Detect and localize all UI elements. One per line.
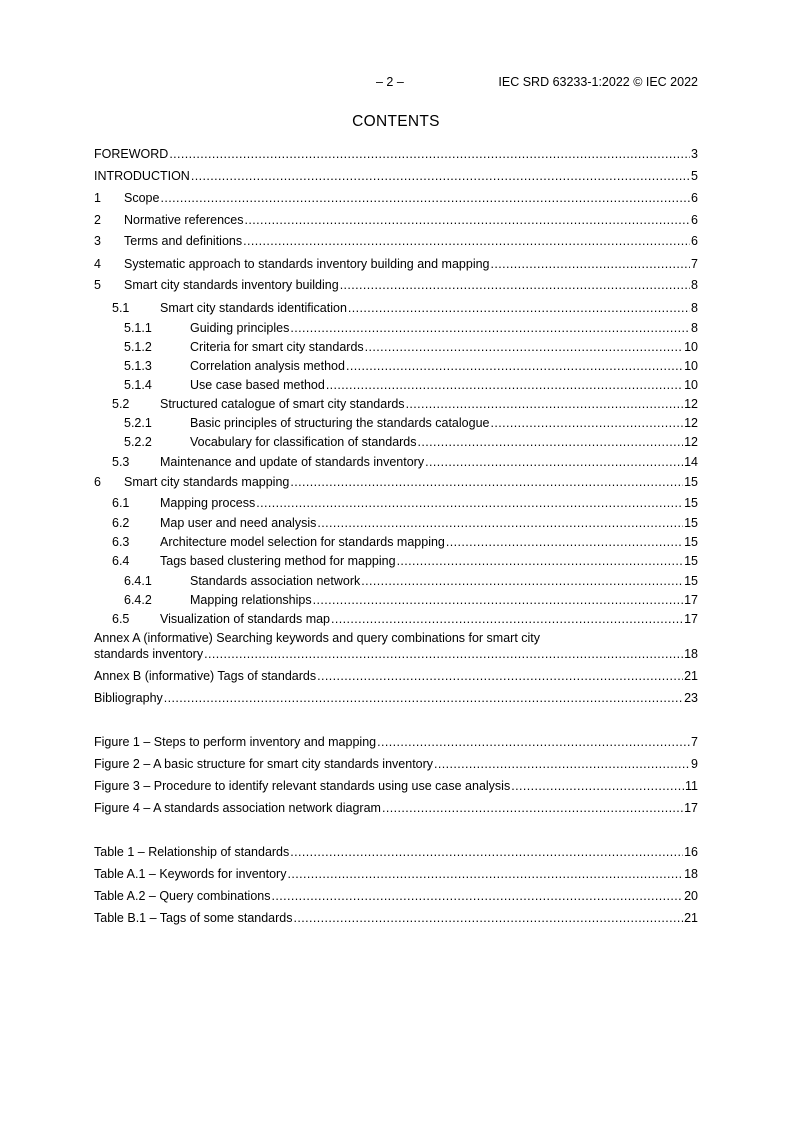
- toc-entry-title: Mapping process: [160, 496, 256, 510]
- leader-dots: [287, 866, 683, 883]
- toc-entry[interactable]: [94, 320, 698, 337]
- toc-entry-title: Vocabulary for classification of standards: [190, 435, 417, 449]
- leader-dots: [348, 300, 690, 317]
- leader-dots: [346, 358, 683, 375]
- leader-dots: [290, 320, 690, 337]
- toc-entry-number: 6.1: [112, 496, 130, 510]
- toc-entry-title: Mapping relationships: [190, 593, 312, 607]
- toc-entry-title: Table A.1 – Keywords for inventory: [94, 867, 287, 881]
- leader-dots: [313, 592, 683, 609]
- leader-dots: [317, 515, 683, 532]
- table-entry[interactable]: [94, 888, 698, 905]
- toc-entry-title: Smart city standards identification: [160, 301, 347, 315]
- toc-entry-title: Table A.2 – Query combinations: [94, 889, 271, 903]
- toc-entry[interactable]: [94, 300, 698, 317]
- toc-entry-number: 3: [94, 234, 101, 248]
- toc-entry-page: 18: [684, 647, 698, 661]
- toc-entry-page: 8: [691, 278, 698, 292]
- toc-entry-page: 17: [684, 801, 698, 815]
- toc-entry-number: 6.4.2: [124, 593, 152, 607]
- toc-entry-title: Map user and need analysis: [160, 516, 317, 530]
- toc-entry-page: 18: [684, 867, 698, 881]
- toc-entry-title: Table B.1 – Tags of some standards: [94, 911, 293, 925]
- toc-entry[interactable]: [94, 474, 698, 491]
- toc-entry[interactable]: [94, 573, 698, 590]
- toc-entry-page: 8: [691, 301, 698, 315]
- leader-dots: [204, 646, 683, 663]
- toc-entry-title: Maintenance and update of standards inventory: [160, 455, 425, 469]
- toc-entry-number: 5.2.2: [124, 435, 152, 449]
- toc-entry-page: 7: [691, 257, 698, 271]
- toc-entry-title: Smart city standards mapping: [124, 475, 290, 489]
- toc-entry-title: Smart city standards inventory building: [124, 278, 339, 292]
- toc-entry[interactable]: [94, 168, 698, 185]
- toc-entry-page: 15: [684, 475, 698, 489]
- toc-entry[interactable]: [94, 396, 698, 413]
- leader-dots: [382, 800, 683, 817]
- toc-entry[interactable]: [94, 358, 698, 375]
- table-entry[interactable]: [94, 844, 698, 861]
- leader-dots: [361, 573, 683, 590]
- toc-entry-page: 10: [684, 340, 698, 354]
- toc-entry-title: Criteria for smart city standards: [190, 340, 364, 354]
- toc-entry-page: 17: [684, 593, 698, 607]
- leader-dots: [446, 534, 683, 551]
- leader-dots: [377, 734, 690, 751]
- table-entry[interactable]: [94, 866, 698, 883]
- leader-dots: [340, 277, 690, 294]
- toc-entry-page: 3: [691, 147, 698, 161]
- leader-dots: [511, 778, 684, 795]
- leader-dots: [326, 377, 683, 394]
- toc-entry-number: 6.4.1: [124, 574, 152, 588]
- toc-entry-page: 11: [685, 779, 698, 793]
- toc-entry-title: Figure 1 – Steps to perform inventory and mapping: [94, 735, 377, 749]
- toc-entry[interactable]: [94, 277, 698, 294]
- toc-entry-title: Figure 3 – Procedure to identify relevant standards using use case analysis: [94, 779, 511, 793]
- toc-entry-number: 5.1.2: [124, 340, 152, 354]
- toc-entry-title: Structured catalogue of smart city standards: [160, 397, 405, 411]
- toc-entry-title: Annex B (informative) Tags of standards: [94, 669, 317, 683]
- toc-entry[interactable]: [94, 495, 698, 512]
- leader-dots: [290, 844, 683, 861]
- figure-entry[interactable]: [94, 734, 698, 751]
- toc-entry-page: 15: [684, 535, 698, 549]
- toc-entry-page: 23: [684, 691, 698, 705]
- toc-entry-page: 9: [691, 757, 698, 771]
- toc-entry-number: 6.4: [112, 554, 130, 568]
- toc-entry[interactable]: [94, 233, 698, 250]
- leader-dots: [243, 233, 690, 250]
- toc-entry-number: 5.1.1: [124, 321, 152, 335]
- toc-entry-page: 15: [684, 574, 698, 588]
- toc-entry-number: 5.1.3: [124, 359, 152, 373]
- toc-entry-page: 15: [684, 516, 698, 530]
- toc-entry-title: Normative references: [124, 213, 244, 227]
- leader-dots: [365, 339, 683, 356]
- leader-dots: [272, 888, 684, 905]
- annex-a-title[interactable]: Annex A (informative) Searching keywords and query combinations for smart city: [94, 631, 541, 645]
- toc-entry[interactable]: [94, 454, 698, 471]
- toc-entry-page: 16: [684, 845, 698, 859]
- toc-entry-title: Tags based clustering method for mapping: [160, 554, 396, 568]
- toc-entry-page: 5: [691, 169, 698, 183]
- leader-dots: [490, 415, 683, 432]
- toc-entry-page: 6: [691, 191, 698, 205]
- toc-entry-page: 10: [684, 359, 698, 373]
- toc-entry-page: 6: [691, 234, 698, 248]
- toc-entry-page: 8: [691, 321, 698, 335]
- toc-entry[interactable]: [94, 190, 698, 207]
- toc-entry[interactable]: [94, 146, 698, 163]
- leader-dots: [406, 396, 684, 413]
- toc-entry[interactable]: [94, 434, 698, 451]
- figure-entry[interactable]: [94, 778, 698, 795]
- toc-entry-title: Figure 2 – A basic structure for smart city standards inventory: [94, 757, 434, 771]
- toc-entry-title: Bibliography: [94, 691, 163, 705]
- toc-entry-title: Figure 4 – A standards association network diagram: [94, 801, 381, 815]
- toc-entry[interactable]: [94, 592, 698, 609]
- leader-dots: [434, 756, 690, 773]
- leader-dots: [397, 553, 684, 570]
- toc-entry-title: Visualization of standards map: [160, 612, 331, 626]
- toc-entry-title: Correlation analysis method: [190, 359, 345, 373]
- toc-entry-page: 12: [684, 435, 698, 449]
- toc-entry-title: standards inventory: [94, 647, 204, 661]
- toc-entry-page: 12: [684, 416, 698, 430]
- toc-entry-number: 5.1: [112, 301, 130, 315]
- toc-entry-page: 17: [684, 612, 698, 626]
- bibliography-entry[interactable]: [94, 690, 698, 707]
- leader-dots: [331, 611, 683, 628]
- toc-entry-title: Guiding principles: [190, 321, 290, 335]
- page-header: [94, 75, 698, 93]
- toc-entry-number: 1: [94, 191, 101, 205]
- toc-entry-page: 14: [684, 455, 698, 469]
- leader-dots: [169, 146, 690, 163]
- toc-entry-number: 6.3: [112, 535, 130, 549]
- leader-dots: [191, 168, 690, 185]
- toc-entry[interactable]: [94, 515, 698, 532]
- toc-entry-number: 6: [94, 475, 101, 489]
- page-title: CONTENTS: [352, 113, 440, 130]
- toc-entry[interactable]: [94, 534, 698, 551]
- toc-entry-number: 5: [94, 278, 101, 292]
- toc-entry-page: 6: [691, 213, 698, 227]
- toc-entry-number: 6.5: [112, 612, 130, 626]
- annex-a-entry[interactable]: [94, 646, 698, 663]
- figure-entry[interactable]: [94, 800, 698, 817]
- toc-entry-page: 15: [684, 554, 698, 568]
- toc-entry-number: 6.2: [112, 516, 130, 530]
- document-reference: IEC SRD 63233-1:2022 © IEC 2022: [498, 75, 698, 89]
- toc-entry-page: 21: [684, 911, 698, 925]
- toc-entry-title: Scope: [124, 191, 160, 205]
- leader-dots: [256, 495, 683, 512]
- toc-entry-title: FOREWORD: [94, 147, 169, 161]
- leader-dots: [290, 474, 683, 491]
- toc-entry-page: 20: [684, 889, 698, 903]
- toc-entry[interactable]: [94, 611, 698, 628]
- toc-entry-title: Architecture model selection for standards mapping: [160, 535, 445, 549]
- toc-entry-number: 4: [94, 257, 101, 271]
- page-number: – 2 –: [376, 75, 404, 89]
- toc-entry-page: 15: [684, 496, 698, 510]
- toc-entry[interactable]: [94, 339, 698, 356]
- leader-dots: [160, 190, 690, 207]
- toc-entry-title: Terms and definitions: [124, 234, 243, 248]
- leader-dots: [294, 910, 684, 927]
- toc-entry[interactable]: [94, 553, 698, 570]
- leader-dots: [317, 668, 683, 685]
- toc-entry[interactable]: [94, 377, 698, 394]
- toc-entry[interactable]: [94, 256, 698, 273]
- toc-entry-number: 5.2.1: [124, 416, 152, 430]
- toc-entry-page: 12: [684, 397, 698, 411]
- toc-entry-title: Use case based method: [190, 378, 325, 392]
- toc-entry-number: 5.2: [112, 397, 130, 411]
- leader-dots: [164, 690, 683, 707]
- leader-dots: [418, 434, 684, 451]
- toc-entry-number: 5.3: [112, 455, 130, 469]
- toc-entry[interactable]: [94, 212, 698, 229]
- leader-dots: [245, 212, 691, 229]
- annex-b-entry[interactable]: [94, 668, 698, 685]
- toc-entry-number: 5.1.4: [124, 378, 152, 392]
- toc-entry-page: 7: [691, 735, 698, 749]
- leader-dots: [491, 256, 691, 273]
- toc-entry-title: Standards association network: [190, 574, 361, 588]
- toc-entry-number: 2: [94, 213, 101, 227]
- toc-entry-title: Basic principles of structuring the standards catalogue: [190, 416, 490, 430]
- table-entry[interactable]: [94, 910, 698, 927]
- toc-entry[interactable]: [94, 415, 698, 432]
- leader-dots: [425, 454, 683, 471]
- toc-entry-title: INTRODUCTION: [94, 169, 190, 183]
- toc-entry-title: Table 1 – Relationship of standards: [94, 845, 290, 859]
- toc-entry-page: 21: [684, 669, 698, 683]
- toc-entry-title: Systematic approach to standards inventory building and mapping: [124, 257, 490, 271]
- toc-entry-page: 10: [684, 378, 698, 392]
- figure-entry[interactable]: [94, 756, 698, 773]
